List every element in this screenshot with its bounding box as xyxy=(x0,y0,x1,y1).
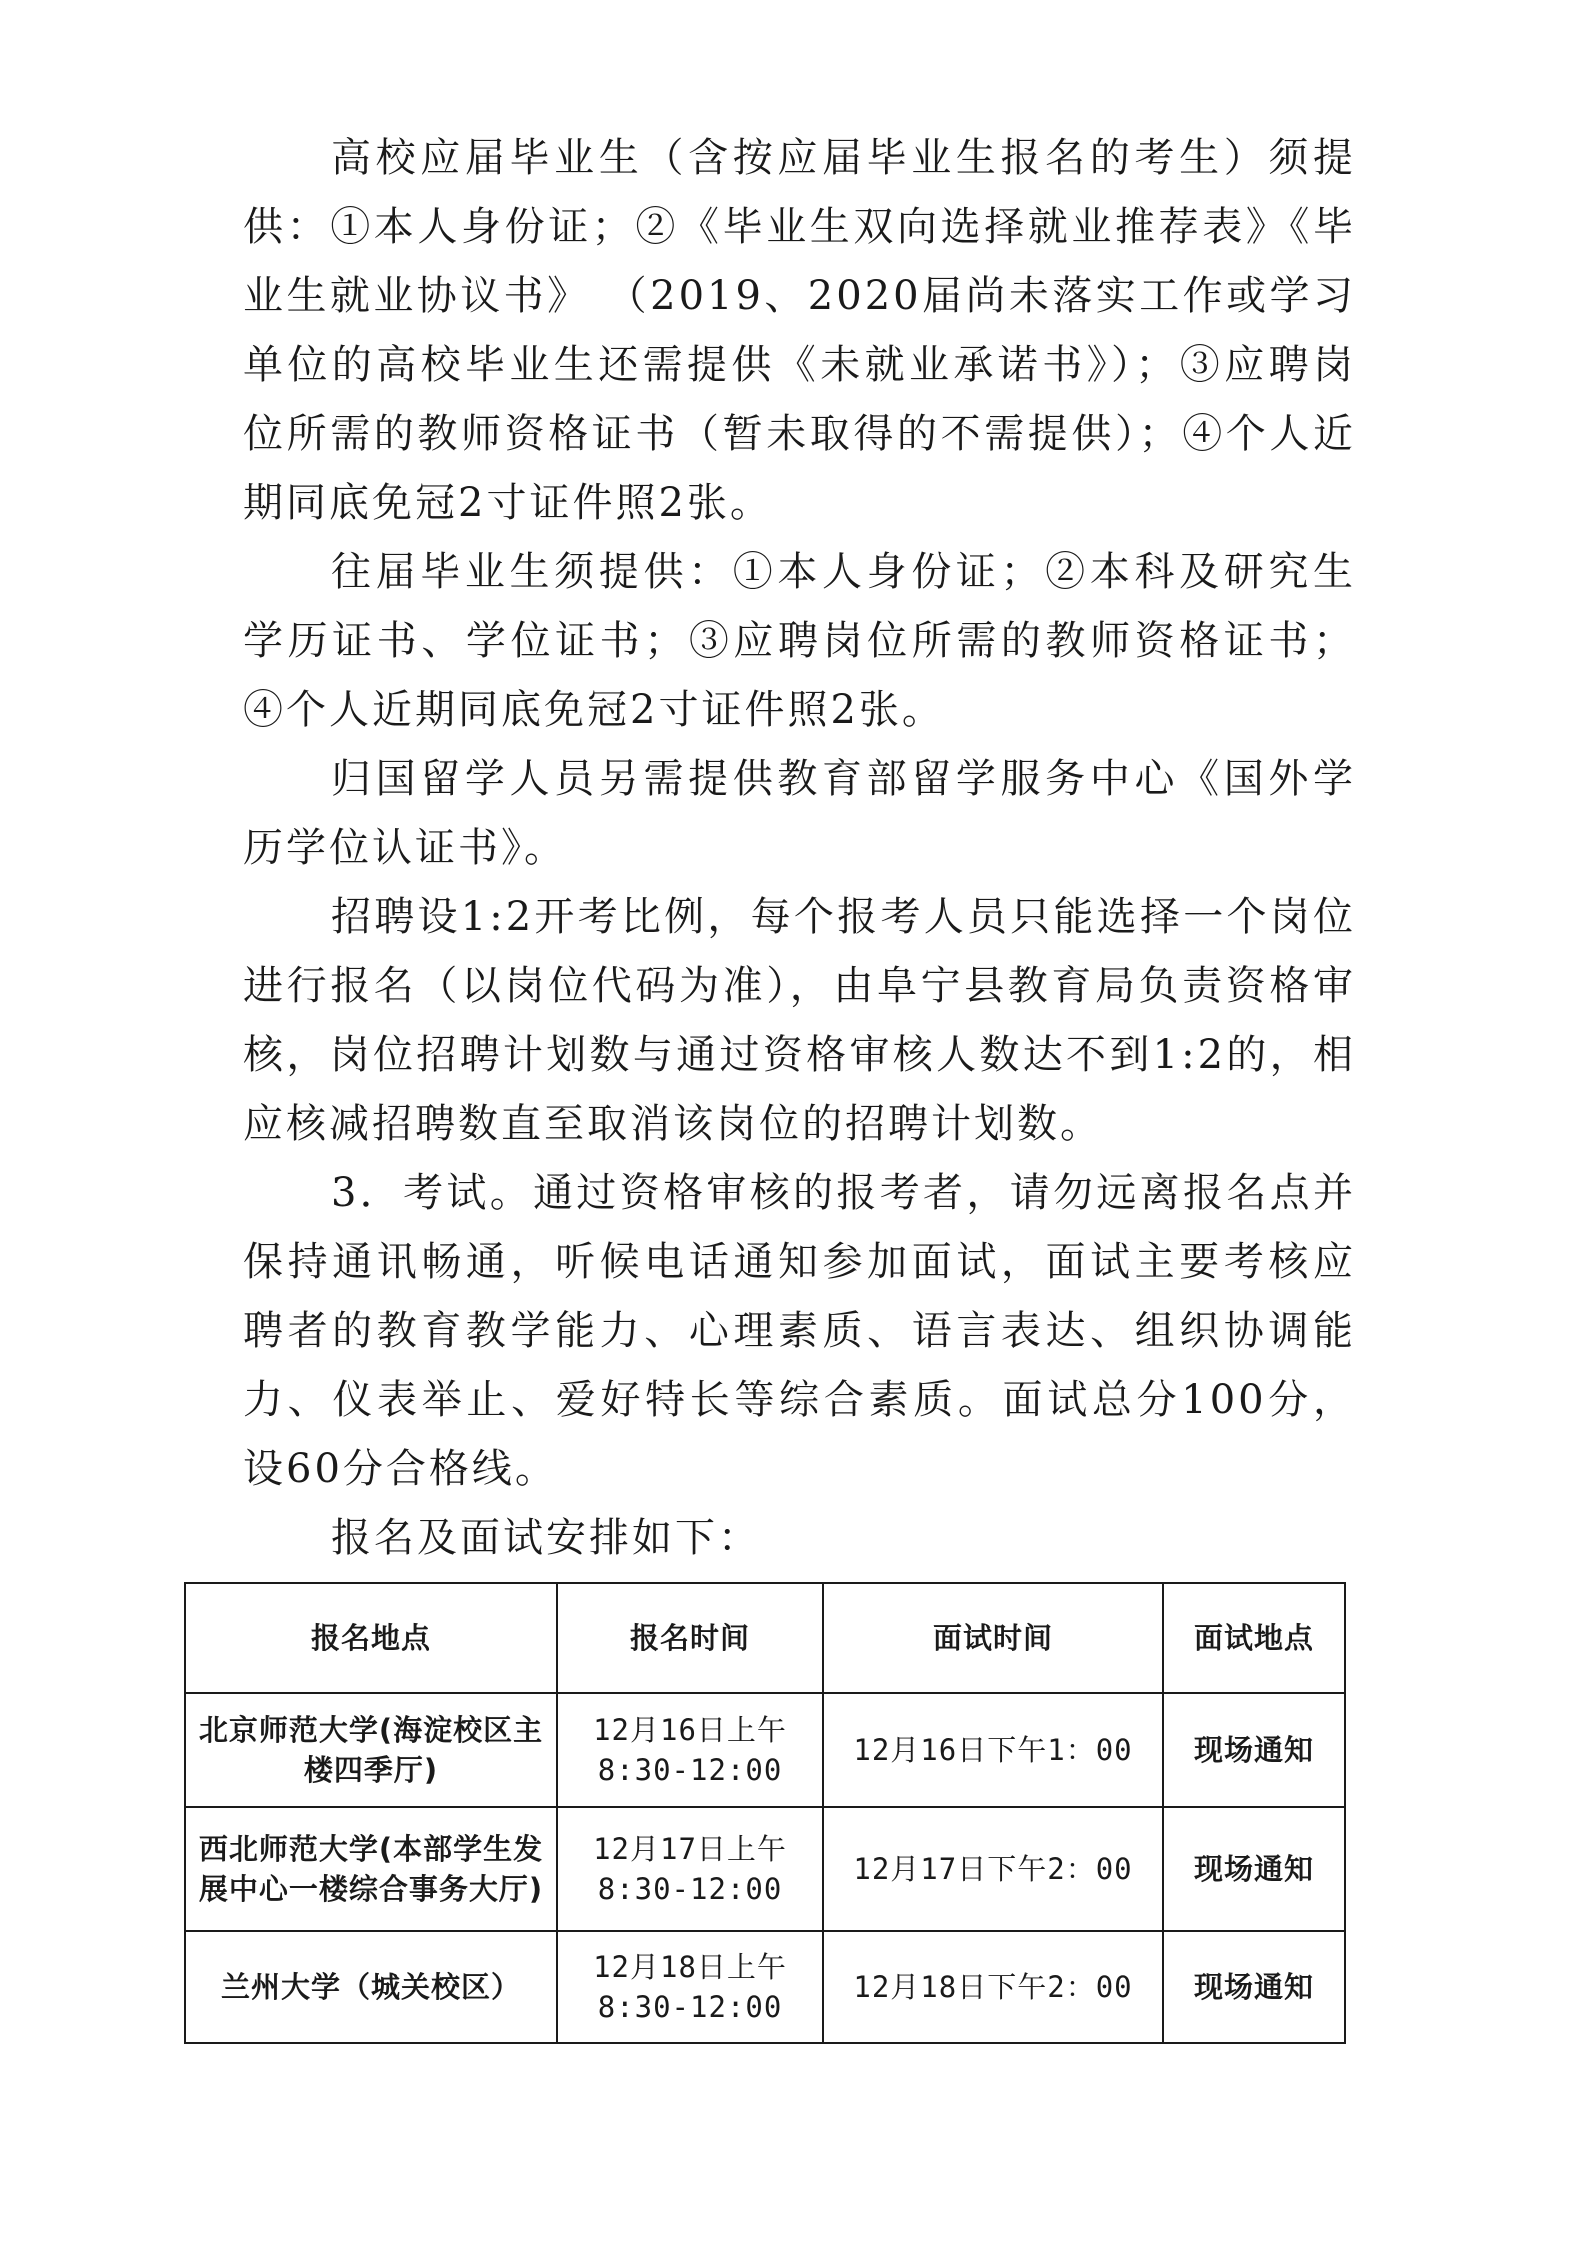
header-interview-time: 面试时间 xyxy=(823,1583,1163,1693)
cell-reg-hours: 8:30-12:00 xyxy=(597,1872,783,1906)
cell-reg-date: 12月18日上午 xyxy=(593,1950,787,1984)
cell-reg-time xyxy=(557,1931,823,2043)
cell-reg-date: 12月17日上午 xyxy=(593,1832,787,1866)
paragraph-returnees: 归国留学人员另需提供教育部留学服务中心《国外学历学位认证书》。 xyxy=(243,756,1356,871)
schedule-table-wrap xyxy=(184,1582,1344,2044)
table-row xyxy=(185,1807,1345,1931)
cell-reg-hours: 8:30-12:00 xyxy=(597,1990,783,2024)
cell-reg-hours: 8:30-12:00 xyxy=(597,1753,783,1787)
header-interview-place: 面试地点 xyxy=(1163,1583,1345,1693)
cell-interview-time: 12月17日下午2：00 xyxy=(823,1807,1163,1931)
paragraph-fresh-graduates: 高校应届毕业生（含按应届毕业生报名的考生）须提供：①本人身份证；②《毕业生双向选择就业推荐表》《毕业生就业协议书》 （2019、2020届尚未落实工作或学习单位的高校毕业生还需提供《未就业承诺书》）；③应聘岗位所需的教师资格证书（暂未取得的不需提供）；④个人近期同底免冠2寸证件照2张。 xyxy=(243,135,1356,526)
schedule-table xyxy=(184,1582,1346,2044)
paragraph-ratio: 招聘设1:2开考比例，每个报考人员只能选择一个岗位进行报名（以岗位代码为准），由阜宁县教育局负责资格审核，岗位招聘计划数与通过资格审核人数达不到1:2的，相应核减招聘数直至取消该岗位的招聘计划数。 xyxy=(243,894,1356,1147)
table-header-row xyxy=(185,1583,1345,1693)
table-row xyxy=(185,1931,1345,2043)
table-row xyxy=(185,1693,1345,1807)
cell-reg-date: 12月16日上午 xyxy=(593,1713,787,1747)
header-reg-location: 报名地点 xyxy=(185,1583,557,1693)
cell-interview-place: 现场通知 xyxy=(1163,1693,1345,1807)
cell-reg-time xyxy=(557,1693,823,1807)
paragraph-exam: 3．考试。通过资格审核的报考者，请勿远离报名点并保持通讯畅通，听候电话通知参加面试，面试主要考核应聘者的教育教学能力、心理素质、语言表达、组织协调能力、仪表举止、爱好特长等综合素质。面试总分100分，设60分合格线。 xyxy=(243,1170,1356,1492)
cell-location: 西北师范大学(本部学生发展中心一楼综合事务大厅) xyxy=(185,1807,557,1931)
cell-location: 北京师范大学(海淀校区主楼四季厅) xyxy=(185,1693,557,1807)
body-text xyxy=(243,124,1356,1573)
cell-interview-place: 现场通知 xyxy=(1163,1807,1345,1931)
header-reg-time: 报名时间 xyxy=(557,1583,823,1693)
paragraph-past-graduates: 往届毕业生须提供：①本人身份证；②本科及研究生学历证书、学位证书；③应聘岗位所需的教师资格证书；④个人近期同底免冠2寸证件照2张。 xyxy=(243,549,1356,733)
cell-reg-time xyxy=(557,1807,823,1931)
cell-location: 兰州大学（城关校区） xyxy=(185,1931,557,2043)
cell-interview-time: 12月18日下午2：00 xyxy=(823,1931,1163,2043)
paragraph-schedule-intro: 报名及面试安排如下： xyxy=(331,1515,761,1561)
cell-interview-place: 现场通知 xyxy=(1163,1931,1345,2043)
cell-interview-time: 12月16日下午1：00 xyxy=(823,1693,1163,1807)
